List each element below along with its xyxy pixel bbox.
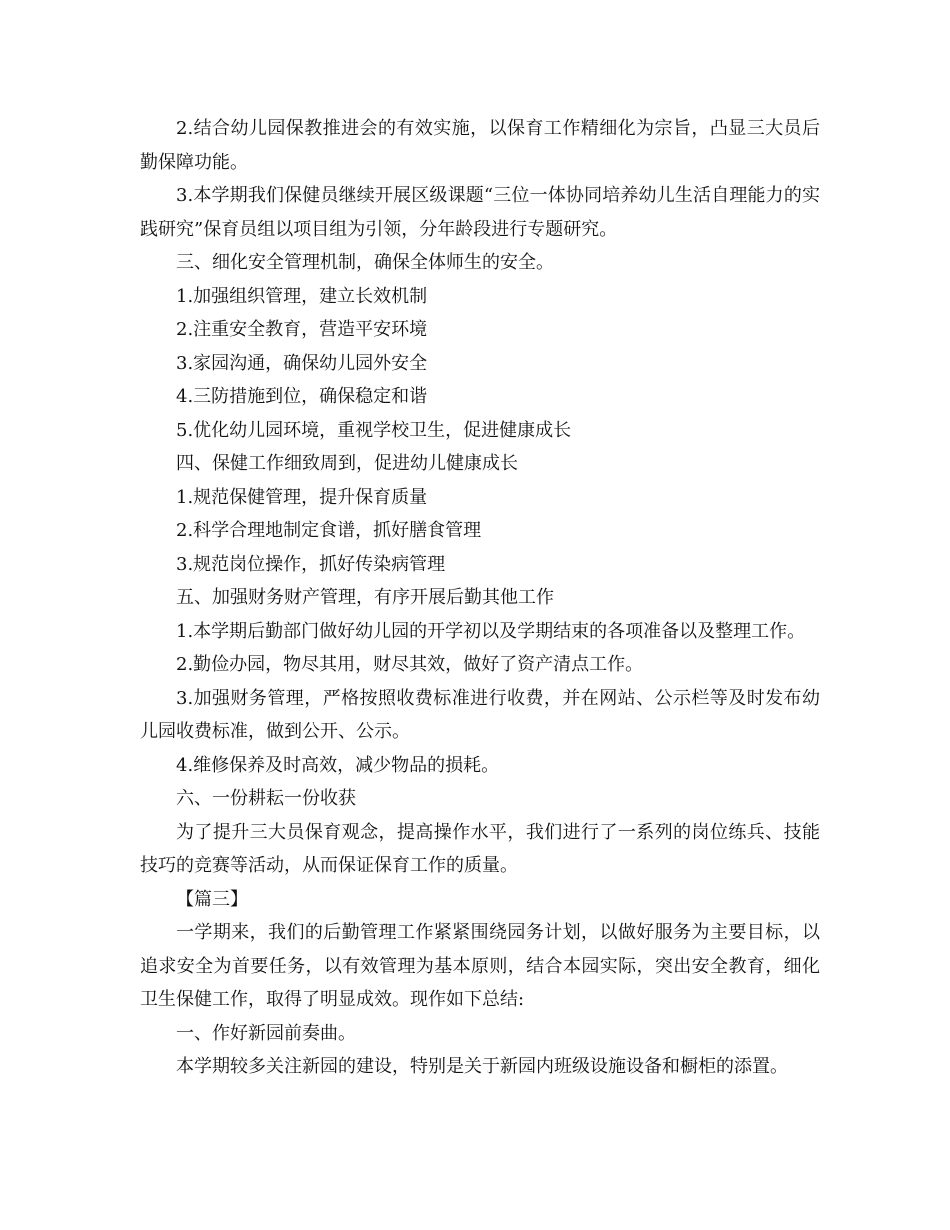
list-item: 1.本学期后勤部门做好幼儿园的开学初以及学期结束的各项准备以及整理工作。 [176, 620, 806, 642]
list-item: 4.维修保养及时高效，减少物品的损耗。 [176, 754, 500, 776]
list-item: 2.勤俭办园，物尽其用，财尽其效，做好了资产清点工作。 [176, 654, 644, 675]
section-heading-5: 五、加强财务财产管理，有序开展后勤其他工作 [176, 587, 554, 608]
body-paragraph: 一学期来，我们的后勤管理工作紧紧围绕园务计划，以做好服务为主要目标，以追求安全为首要任务，以有效管理为基本原则，结合本园实际，突出安全教育，细化卫生保健工作，取得了明显成效。现作如下总结: [140, 922, 820, 1010]
section-heading-3: 三、细化安全管理机制，确保全体师生的安全。 [176, 252, 554, 273]
list-item: 1.加强组织管理，建立长效机制 [176, 285, 428, 307]
list-item: 3.家园沟通，确保幼儿园外安全 [176, 352, 428, 374]
body-paragraph: 为了提升三大员保育观念，提高操作水平，我们进行了一系列的岗位练兵、技能技巧的竞赛等活动，从而保证保育工作的质量。 [140, 821, 820, 876]
list-item: 5.优化幼儿园环境，重视学校卫生，促进健康成长 [176, 419, 572, 441]
section-heading-6: 六、一份耕耘一份收获 [176, 788, 356, 809]
list-item: 4.三防措施到位，确保稳定和谐 [176, 386, 428, 407]
section-heading-4: 四、保健工作细致周到，促进幼儿健康成长 [176, 453, 518, 474]
chapter-heading: 【篇三】 [176, 888, 248, 910]
list-item: 2.注重安全教育，营造平安环境 [176, 319, 428, 340]
paragraph-item-2: 2.结合幼儿园保教推进会的有效实施，以保育工作精细化为宗旨，凸显三大员后勤保障功能。 [140, 118, 820, 173]
list-item: 3.规范岗位操作，抓好传染病管理 [176, 553, 446, 575]
document-body [140, 112, 820, 1084]
paragraph-item-3: 3.本学期我们保健员继续开展区级课题“三位一体协同培养幼儿生活自理能力的实践研究”保育员组以项目组为引领，分年龄段进行专题研究。 [140, 185, 820, 240]
list-item: 1.规范保健管理，提升保育质量 [176, 486, 428, 508]
list-item: 3.加强财务管理，严格按照收费标准进行收费，并在网站、公示栏等及时发布幼儿园收费标准，做到公开、公示。 [140, 687, 820, 742]
body-paragraph: 本学期较多关注新园的建设，特别是关于新园内班级设施设备和橱柜的添置。 [176, 1056, 788, 1077]
list-item: 2.科学合理地制定食谱，抓好膳食管理 [176, 520, 482, 541]
section-heading-1: 一、作好新园前奏曲。 [176, 1022, 356, 1044]
